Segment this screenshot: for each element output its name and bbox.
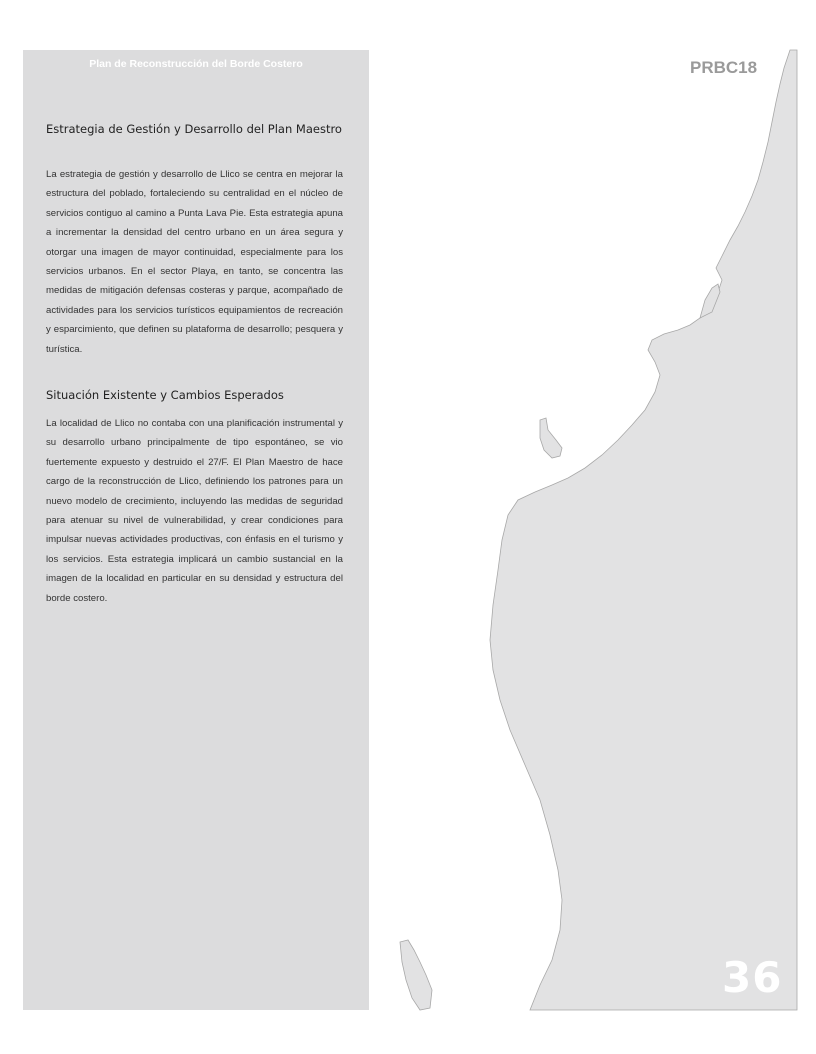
section-body-situation: La localidad de Llico no contaba con una planificación instrumental y su desarrollo urbano principalmente de tipo espontáneo, se vio fuertemente expuesto y destruido el 27/F. El Plan Maestro de hace cargo de la reconstrucción de Llico, definiendo los patrones para un nuevo modelo de crecimiento, incluyendo las medidas de seguridad para atenuar su nivel de vulnerabilidad, y crear condiciones para impulsar nuevas actividades productivas, con énfasis en el turismo y los servicios. Esta estrategia implicará un cambio sustancial en la imagen de la localidad en particular en su densidad y estructura del borde costero. bbox=[46, 418, 343, 604]
island-south bbox=[400, 940, 432, 1010]
island-mid bbox=[540, 418, 562, 458]
section-body-strategy: La estrategia de gestión y desarrollo de Llico se centra en mejorar la estructura del poblado, fortaleciendo su centralidad en el núcleo de servicios contiguo al camino a Punta Lava Pie. Esta estrategia apuna a incrementar la densidad del centro urbano en un área segura y otorgar una imagen de mayor continuidad, especialmente para los servicios urbanos. En el sector Playa, en tanto, se concentra las medidas de mitigación defensas costeras y parque, acompañado de actividades para los servicios turísticos equipamientos de recreación y esparcimiento, que definen su plataforma de desarrollo; pesquera y turística. bbox=[46, 169, 343, 355]
document-title: Plan de Reconstrucción del Borde Costero bbox=[89, 58, 303, 70]
text-panel bbox=[23, 50, 369, 1010]
mainland-landmass bbox=[490, 50, 797, 1010]
page-number: 36 bbox=[722, 953, 783, 1002]
section-heading-situation: Situación Existente y Cambios Esperados bbox=[46, 388, 284, 402]
document-code: PRBC18 bbox=[690, 58, 758, 77]
section-heading-strategy: Estrategia de Gestión y Desarrollo del Plan Maestro bbox=[46, 122, 342, 136]
